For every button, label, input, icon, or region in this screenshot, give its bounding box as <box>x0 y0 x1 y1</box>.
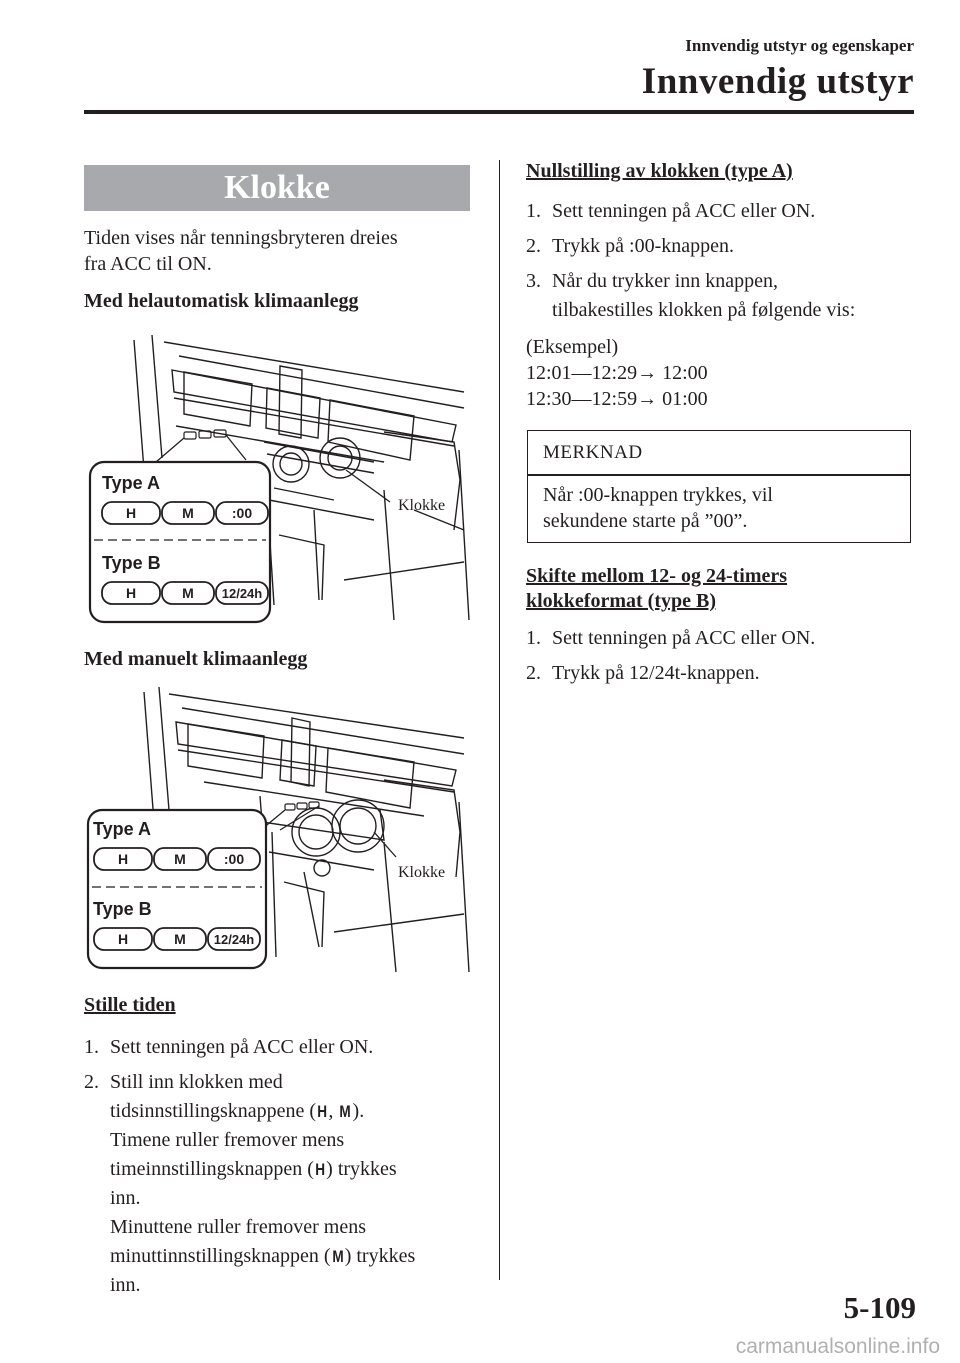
type-b-label: Type B <box>102 553 161 573</box>
btn-h-b-2: H <box>117 931 129 947</box>
btn-m-b: M <box>182 585 194 601</box>
heading-set-time: Stille tiden <box>84 994 176 1016</box>
note-divider <box>527 474 911 476</box>
btn-h-a: H <box>125 505 137 521</box>
btn-m-a: M <box>182 505 194 521</box>
set-step-2-line-7: minuttinnstillingsknappen (M) trykkes <box>110 1245 416 1267</box>
set-step-2 <box>84 1068 415 1300</box>
set-step-2-line-1: Still inn klokken med <box>110 1071 283 1093</box>
btn-m-a-2: M <box>174 851 186 867</box>
set-step-2-line-8: inn. <box>110 1274 141 1296</box>
set-step-1-text: Sett tenningen på ACC eller ON. <box>110 1036 374 1058</box>
note-line-1: Når :00-knappen trykkes, vil <box>543 484 773 506</box>
set-step-2-line-4: timeinnstillingsknappen (H) trykkes <box>110 1158 397 1180</box>
figure-manual-climate <box>84 682 474 974</box>
note-title: MERKNAD <box>543 442 643 463</box>
switch-step-2: 2. Trykk på 12/24t-knappen. <box>526 662 760 684</box>
example-line-2: 12:30—12:59→ 01:00 <box>526 388 708 410</box>
heading-switch-format-1: Skifte mellom 12- og 24-timers <box>526 565 788 587</box>
header-chapter: Innvendig utstyr <box>641 61 914 102</box>
minute-button-icon: M <box>331 1247 344 1266</box>
heading-switch-format-2: klokkeformat (type B) <box>526 590 716 612</box>
watermark: carmanualsonline.info <box>735 1335 940 1358</box>
intro-line-1: Tiden vises når tenningsbryteren dreies <box>84 227 398 249</box>
hour-button-icon: H <box>315 1160 325 1179</box>
note-line-2: sekundene starte på ”00”. <box>543 510 748 532</box>
reset-step-3: 3. Når du trykker inn knappen, tilbakestilles klokken på følgende vis: <box>526 270 856 321</box>
reset-step-2: 2. Trykk på :00-knappen. <box>526 235 735 257</box>
btn-h-a-2: H <box>117 851 129 867</box>
type-a-label-2: Type A <box>93 819 152 839</box>
set-step-2-num: 2. <box>84 1071 99 1093</box>
example-line-1: 12:01—12:29→ 12:00 <box>526 362 708 384</box>
figure-auto-climate <box>84 330 474 628</box>
reset-step-1: 1. Sett tenningen på ACC eller ON. <box>526 200 816 222</box>
btn-1224-b: 12/24h <box>221 586 263 601</box>
set-step-2-line-5: inn. <box>110 1187 141 1209</box>
example-label: (Eksempel) <box>526 336 619 358</box>
section-title: Klokke <box>224 169 330 206</box>
callout-klokke: Klokke <box>398 497 446 514</box>
set-step-1-num: 1. <box>84 1036 99 1058</box>
switch-step-1: 1. Sett tenningen på ACC eller ON. <box>526 627 816 649</box>
type-b-label-2: Type B <box>93 899 152 919</box>
minute-button-icon: M <box>339 1102 352 1121</box>
btn-00-a: :00 <box>231 505 253 521</box>
callout-klokke-2: Klokke <box>398 864 446 881</box>
column-divider <box>499 160 500 1280</box>
heading-reset-clock: Nullstilling av klokken (type A) <box>526 160 793 182</box>
btn-1224-b-2: 12/24h <box>213 932 255 947</box>
intro-line-2: fra ACC til ON. <box>84 253 212 275</box>
set-step-2-line-3: Timene ruller fremover mens <box>110 1129 345 1151</box>
header-rule <box>84 110 914 114</box>
set-step-2-line-6: Minuttene ruller fremover mens <box>110 1216 367 1238</box>
set-step-1 <box>84 1033 373 1062</box>
header-section: Innvendig utstyr og egenskaper <box>685 36 914 55</box>
btn-m-b-2: M <box>174 931 186 947</box>
btn-00-a-2: :00 <box>223 851 245 867</box>
btn-h-b: H <box>125 585 137 601</box>
page-number: 5-109 <box>843 1290 916 1325</box>
type-a-label: Type A <box>102 473 161 493</box>
set-step-2-line-2: tidsinnstillingsknappene (H, M). <box>110 1100 365 1122</box>
heading-manual-climate: Med manuelt klimaanlegg <box>84 648 308 670</box>
hour-button-icon: H <box>317 1102 328 1121</box>
heading-auto-climate: Med helautomatisk klimaanlegg <box>84 290 359 312</box>
